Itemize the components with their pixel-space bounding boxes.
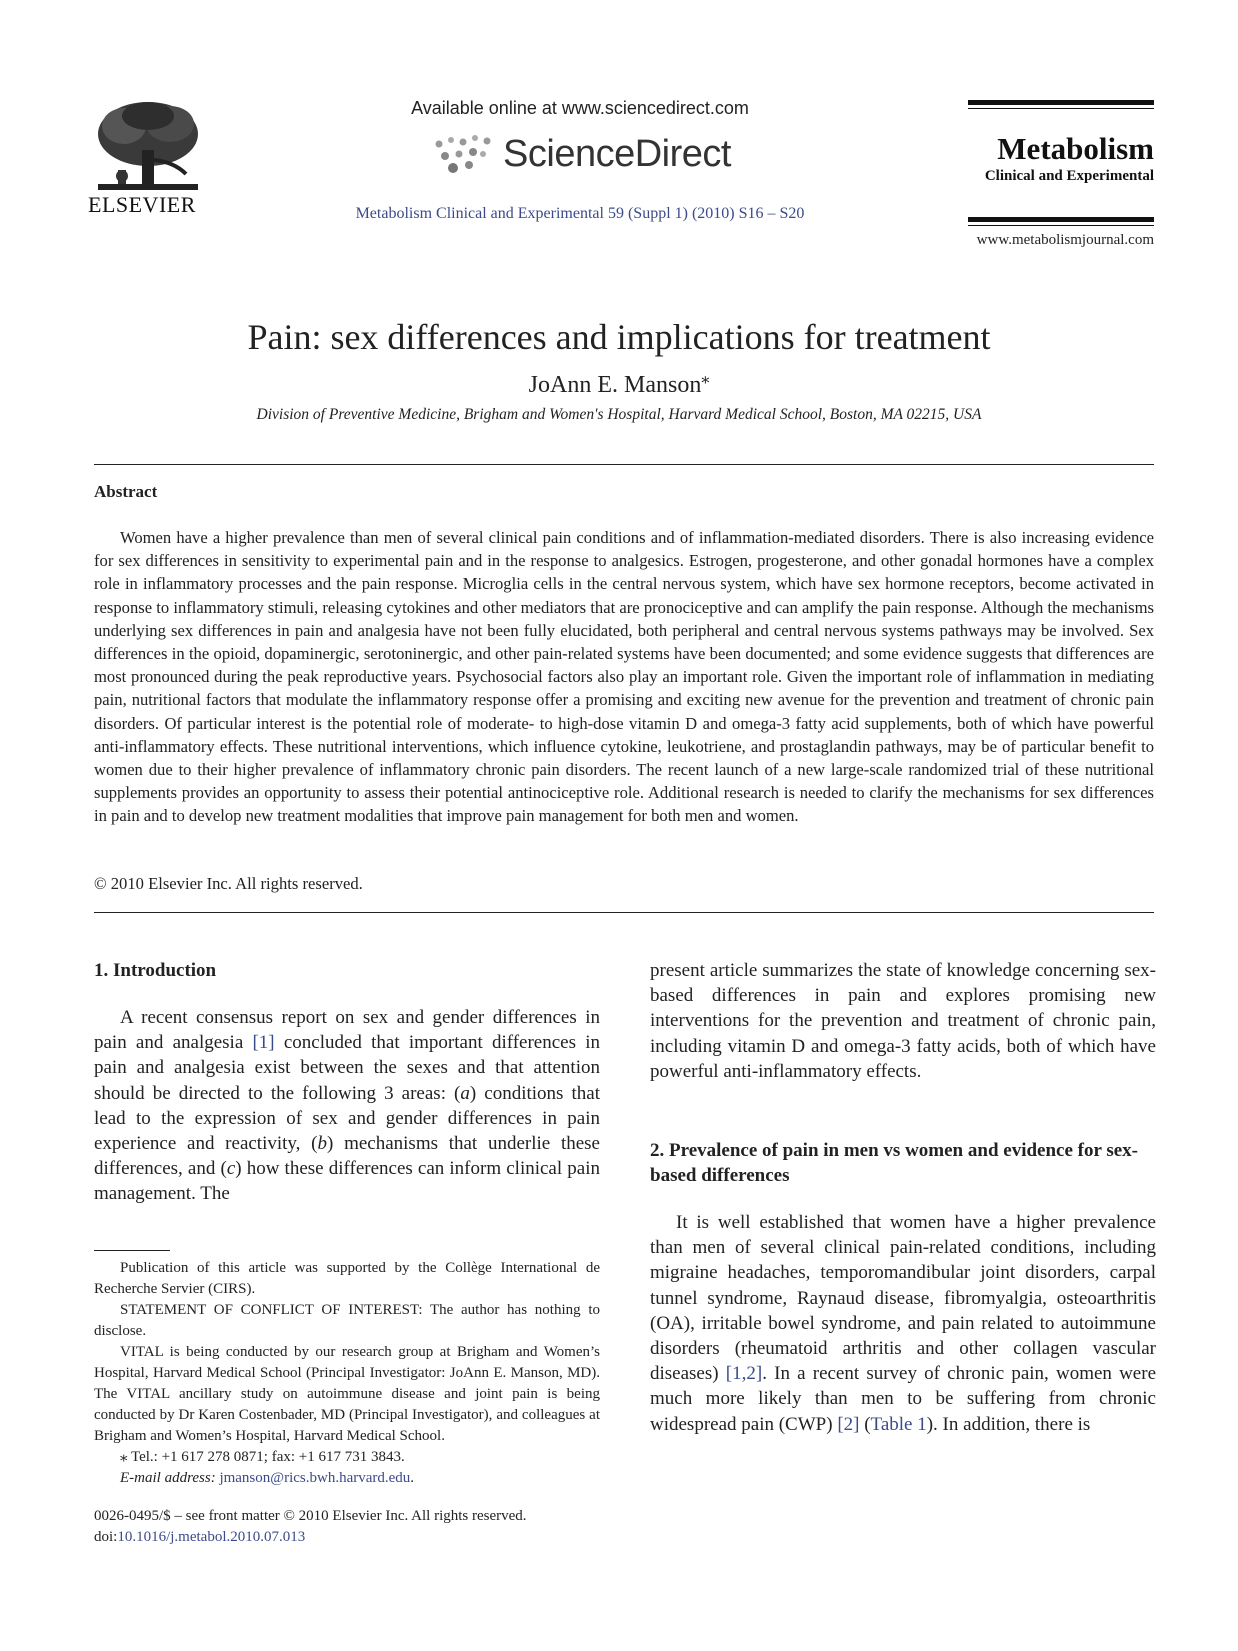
doi-link[interactable]: 10.1016/j.metabol.2010.07.013 [117, 1529, 306, 1545]
elsevier-wordmark: ELSEVIER [88, 192, 196, 217]
author-footnote-mark[interactable]: ⁎ [701, 370, 710, 387]
sciencedirect-dots-icon [429, 132, 503, 176]
section2-heading: 2. Prevalence of pain in men vs women and evidence for sex-based differences [650, 1140, 1138, 1187]
intro-text-e: ) how these differences can inform clinical pain management. The [94, 1158, 600, 1205]
footnote-rule [94, 1250, 170, 1251]
intro-item-c: c [226, 1158, 236, 1180]
intro-paragraph-continued: present article summarizes the state of knowledge concerning sex-based differences in pain and explores promising new interventions for the prevention and treatment of chronic pain, including vitamin D and omega-3 fatty acids, both of which have powerful anti-inflammatory effects. [650, 960, 1156, 1082]
ref-link-1-2[interactable]: [1,2] [725, 1363, 763, 1385]
footnote-conflict: STATEMENT OF CONFLICT OF INTEREST: The author has nothing to disclose. [94, 1302, 600, 1339]
intro-item-b: b [317, 1133, 327, 1155]
doi-line [94, 1527, 654, 1548]
table-1-link[interactable]: Table 1 [870, 1413, 927, 1435]
masthead-rule-top [968, 100, 1154, 105]
section2-text-b: . In a recent survey of chronic pain, women were much more likely than men to be suffering from chronic widespread pain (CWP) [650, 1363, 1156, 1435]
intro-text-b: concluded that important differences in pain and analgesia exist between the sexes and that attention should be directed to the following 3 areas: ( [94, 1032, 600, 1104]
issn-line: 0026-0495/$ – see front matter © 2010 Elsevier Inc. All rights reserved. [94, 1508, 527, 1524]
article-author [0, 368, 1238, 399]
doi-label: doi: [94, 1529, 118, 1545]
section2-text-a: It is well established that women have a higher prevalence than men of several clinical pain-related conditions, including migraine headaches, temporomandibular joint disorders, carpal tunnel syndrome, Raynaud disease, fibromyalgia, osteoarthritis (OA), irritable bowel syndrome, and pain related to autoimmune disorders (rheumatoid arthritis and other collagen vascular diseases) [650, 1212, 1156, 1385]
journal-title: Metabolism [997, 131, 1154, 166]
masthead-rule-bottom [968, 217, 1154, 222]
sciencedirect-logo [330, 129, 830, 179]
author-affiliation: Division of Preventive Medicine, Brigham and Women's Hospital, Harvard Medical School, Boston, MA 02215, USA [256, 406, 982, 423]
footnotes [94, 1258, 600, 1489]
available-online-text: Available online at www.sciencedirect.com [411, 98, 749, 118]
article-title: Pain: sex differences and implications for treatment [247, 317, 991, 357]
masthead-rule-top-thin [968, 108, 1154, 109]
footnote-funding: Publication of this article was supported by the Collège International de Recherche Servier (CIRS). [94, 1260, 600, 1297]
abstract-top-rule [94, 464, 1154, 465]
intro-heading: 1. Introduction [94, 960, 217, 981]
abstract-bottom-rule [94, 912, 1154, 913]
abstract-text: Women have a higher prevalence than men of several clinical pain conditions and of inflammation-mediated disorders. There is also increasing evidence for sex differences in sensitivity to experimental pain and in the response to analgesics. Estrogen, progesterone, and other gonadal hormones have a complex role in inflammatory processes and the pain response. Microglia cells in the central nervous system, which have sex hormone receptors, become activated in response to inflammatory stimuli, releasing cytokines and other mediators that are pronociceptive and can amplify the pain response. Although the mechanisms underlying sex differences in pain and analgesia have not been fully elucidated, both peripheral and central nervous systems pathways may be involved. Sex differences in the opioid, dopaminergic, serotoninergic, and other pain-related systems have been documented; and some evidence suggests that differences are most pronounced during the peak reproductive years. Psychosocial factors also play an important role. Given the important role of inflammation in mediating pain, nutritional factors that modulate the inflammatory response offer a promising and exciting new avenue for the prevention and treatment of chronic pain disorders. Of particular interest is the potential role of moderate- to high-dose vitamin D and omega-3 fatty acid supplements, both of which have powerful anti-inflammatory effects. These nutritional interventions, which influence cytokine, leukotriene, and prostaglandin pathways, may be of particular benefit to women due to their higher prevalence of inflammatory chronic pain disorders. The recent launch of a new large-scale randomized trial of these nutritional supplements provides an opportunity to assess their potential antinociceptive role. Additional research is needed to clarify the mechanisms for sex differences in pain and to develop new treatment modalities that improve pain management for both men and women. [94, 528, 1154, 826]
author-name: JoAnn E. Manson [528, 372, 702, 398]
intro-item-a: a [460, 1082, 470, 1104]
issn-block [94, 1506, 654, 1548]
intro-paragraph [94, 1005, 600, 1207]
footnote-vital: VITAL is being conducted by our research group at Brigham and Women’s Hospital, Harvard Medical School (Principal Investigator: JoAnn E. Manson, MD). The VITAL ancillary study on autoimmune disease and joint pain is being conducted by Dr Karen Costenbader, MD (Principal Investigator), and colleagues at Brigham and Women’s Hospital, Harvard Medical School. [94, 1344, 600, 1444]
journal-masthead [968, 100, 1154, 249]
email-link[interactable]: jmanson@rics.bwh.harvard.edu [219, 1470, 411, 1486]
footnote-email: E-mail address: jmanson@rics.bwh.harvard.edu. [120, 1470, 415, 1486]
intro-text-c: ) conditions that lead to the expression of sex and gender differences in pain experience and reactivity, ( [94, 1082, 601, 1155]
ref-link-1[interactable]: [1] [252, 1032, 275, 1054]
left-column [94, 958, 600, 1207]
email-label: E-mail address: [120, 1470, 216, 1486]
elsevier-tree-icon [94, 100, 202, 194]
right-column [650, 958, 1156, 1437]
masthead-rule-bottom-thin [968, 225, 1154, 226]
ref-link-2[interactable]: [2] [837, 1413, 860, 1435]
journal-subtitle: Clinical and Experimental [984, 168, 1154, 184]
sciencedirect-wordmark: ScienceDirect [503, 132, 731, 175]
footnote-contact: ⁎ Tel.: +1 617 278 0871; fax: +1 617 731 3843. [120, 1449, 405, 1465]
section2-text-d: ). In addition, there is [926, 1413, 1091, 1435]
abstract-heading: Abstract [94, 482, 158, 501]
journal-citation-link[interactable]: Metabolism Clinical and Experimental 59 (Suppl 1) (2010) S16 – S20 [355, 205, 805, 222]
abstract-copyright: © 2010 Elsevier Inc. All rights reserved. [94, 874, 363, 893]
abstract-body [94, 526, 1154, 828]
intro-text-a: A recent consensus report on sex and gender differences in pain and analgesia [94, 1007, 600, 1054]
intro-text-d: ) mechanisms that underlie these differences, and ( [94, 1133, 600, 1180]
section2-paragraph [650, 1210, 1156, 1437]
journal-url-link[interactable]: www.metabolismjournal.com [976, 232, 1154, 248]
header-center [330, 98, 830, 223]
elsevier-logo [88, 100, 208, 218]
section2-text-c: ( [859, 1413, 871, 1435]
